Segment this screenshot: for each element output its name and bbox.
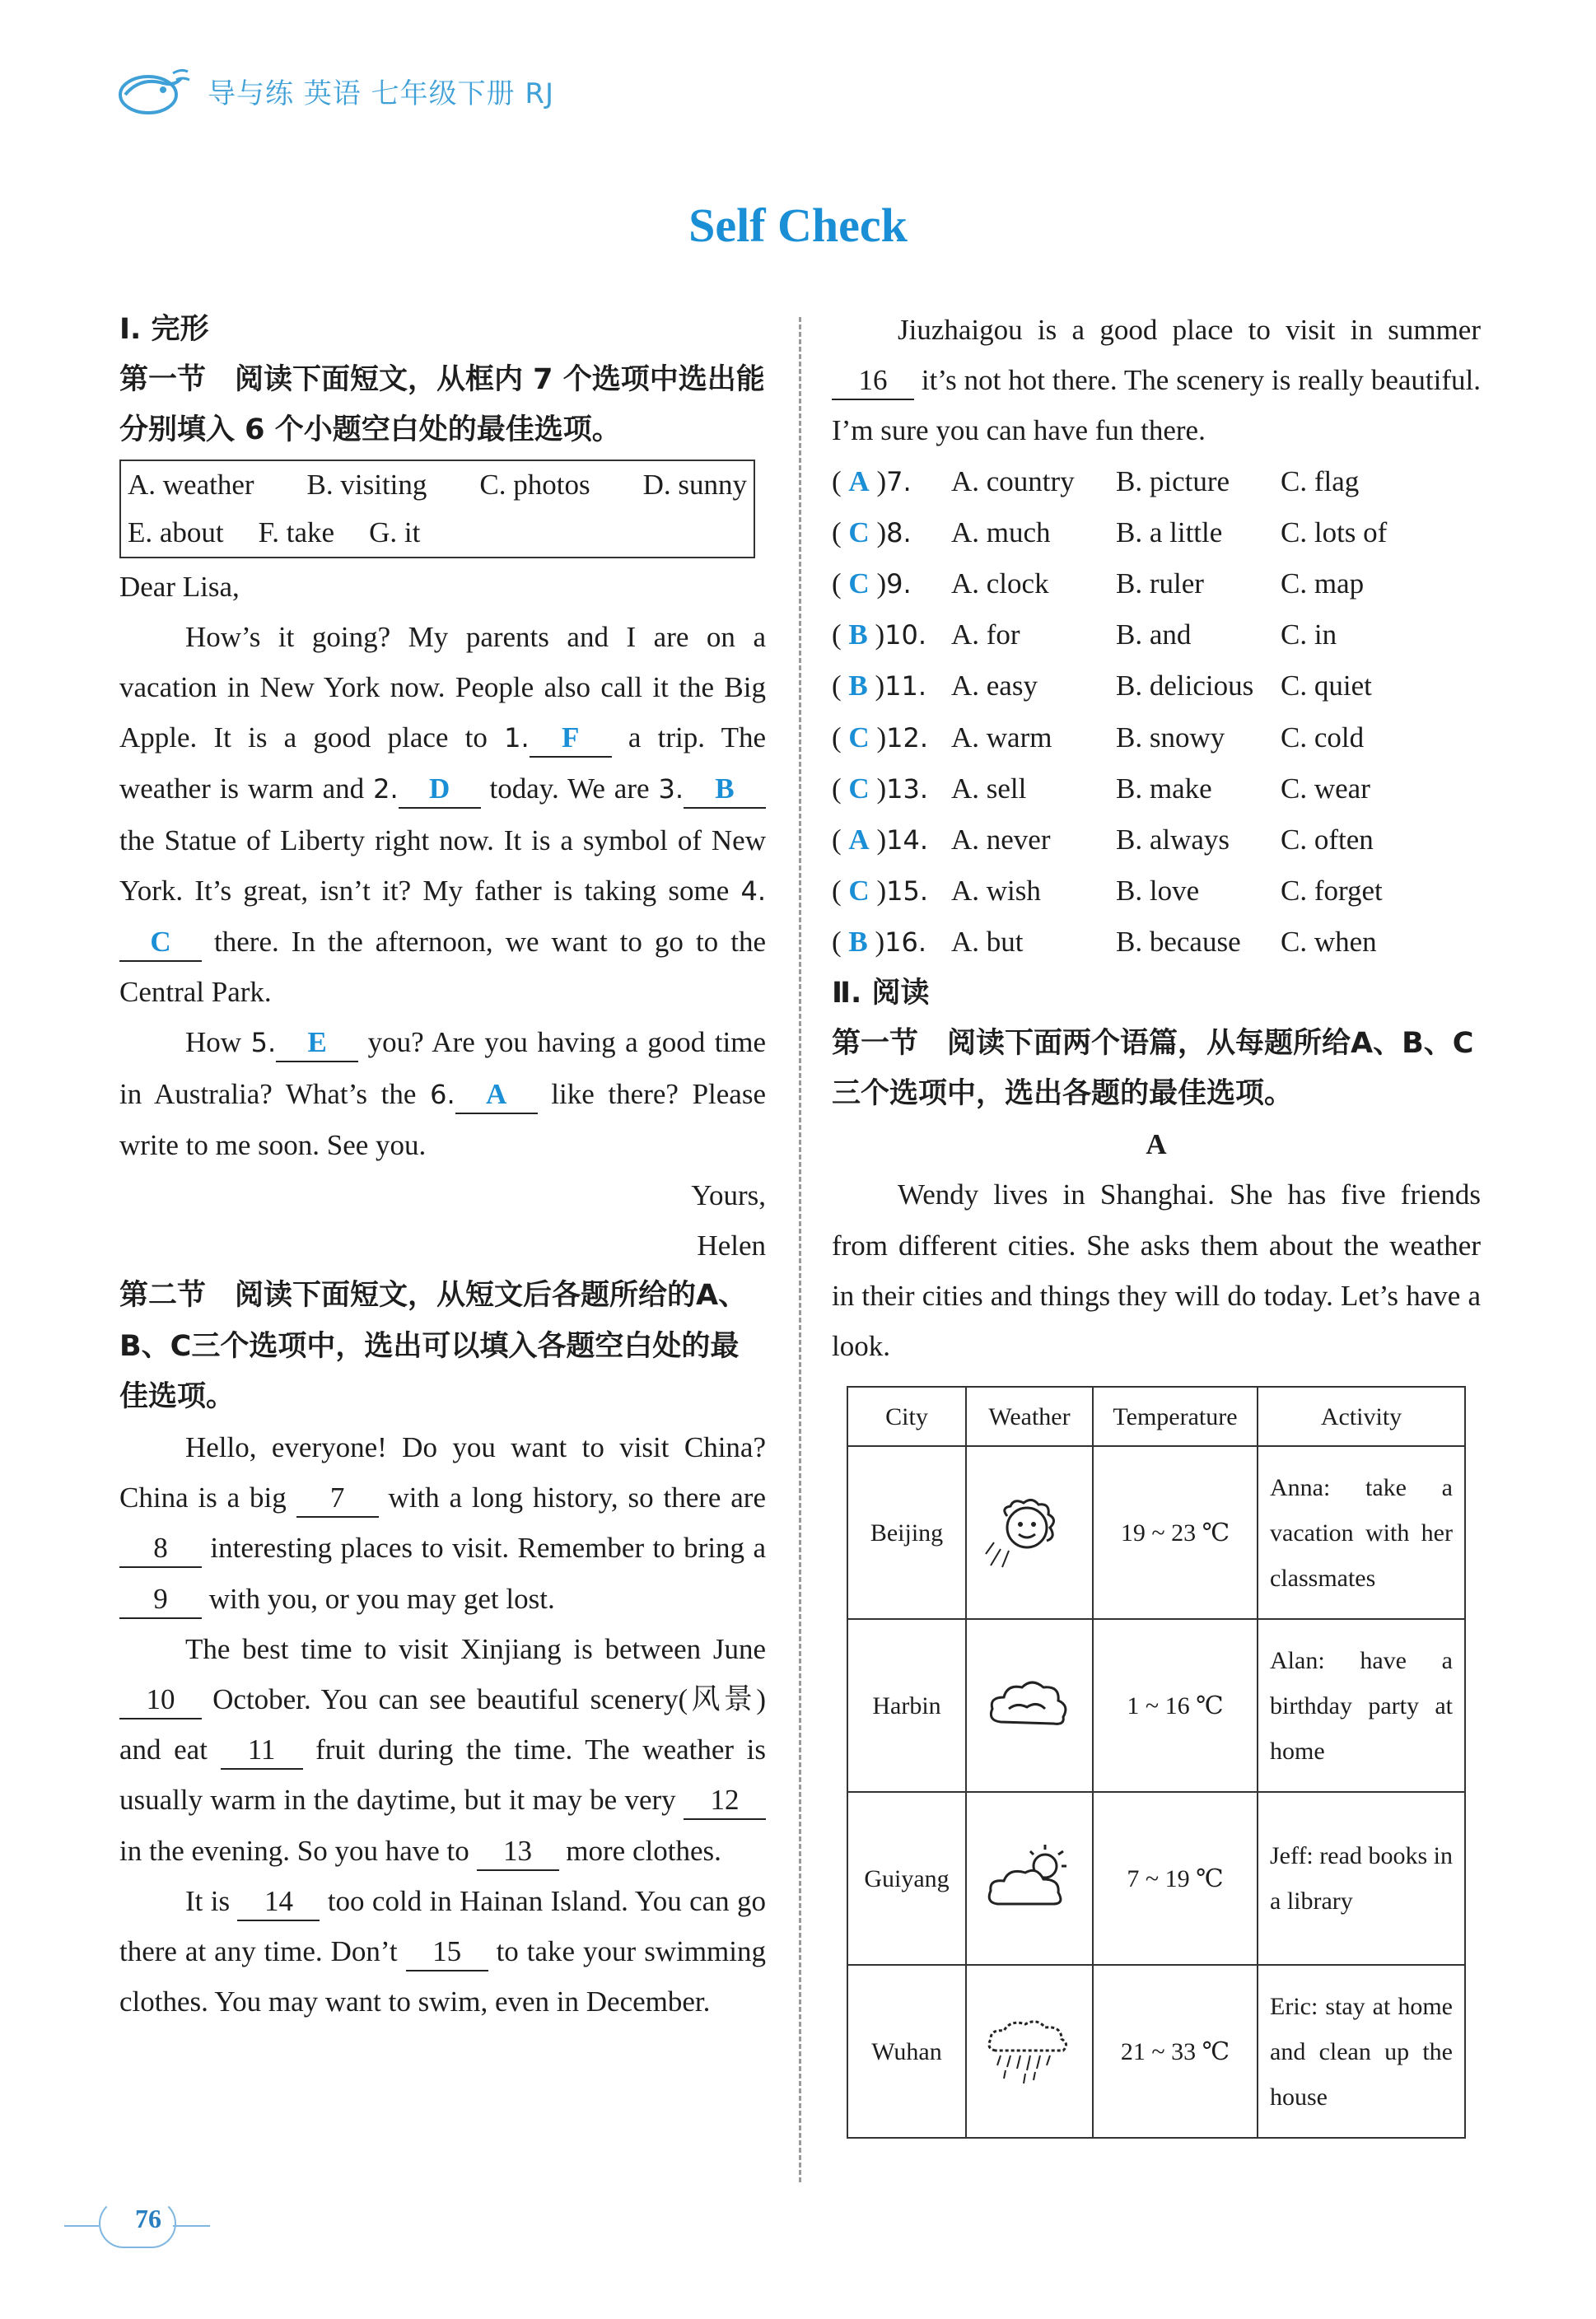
option-b-choice[interactable]: B. and (1116, 618, 1192, 651)
question-row (832, 814, 1481, 866)
cloudy-icon (984, 1673, 1075, 1738)
city-cell: Guiyang (847, 1792, 966, 1965)
activity-cell: Anna: take a vacation with her classmates (1258, 1446, 1465, 1619)
temperature-cell: 19 ~ 23 ℃ (1093, 1446, 1258, 1619)
question-row (832, 917, 1481, 968)
part2-instruction: 第一节 阅读下面两个语篇，从每题所给A、B、C三个选项中，选出各题的最佳选项。 (832, 1026, 1474, 1111)
option-c-choice[interactable]: C. cold (1281, 721, 1365, 754)
temperature-cell: 7 ~ 19 ℃ (1093, 1792, 1258, 1965)
option-c-choice[interactable]: C. forget (1281, 875, 1383, 908)
header-activity: Activity (1258, 1387, 1465, 1446)
blank-7[interactable]: 7 (296, 1480, 379, 1518)
option-f: F. take (258, 516, 335, 548)
city-cell: Wuhan (847, 1965, 966, 2138)
question-row (832, 456, 1481, 507)
option-a-choice[interactable]: A. sell (951, 772, 1027, 805)
question-answer: ( A )7. (832, 464, 912, 497)
blank-13[interactable]: 13 (477, 1833, 559, 1871)
option-b-choice[interactable]: B. picture (1116, 464, 1230, 497)
question-row (832, 609, 1481, 660)
right-column (832, 305, 1481, 2139)
blank-answer-4[interactable]: C (119, 924, 202, 962)
table-row (847, 1792, 1465, 1965)
option-a-choice[interactable]: A. wish (951, 875, 1041, 908)
question-row (832, 660, 1481, 712)
question-row (832, 507, 1481, 558)
question-answer: ( B )16. (832, 926, 927, 959)
question-answer: ( C )9. (832, 567, 912, 600)
letter-paragraph-2: How 5. E you? Are you having a good time in Australia? What’s the 6. A like there? Please write to me soon. See you. (119, 1026, 766, 1161)
weather-cell (966, 1965, 1093, 2138)
sec1-instruction: 第一节 阅读下面短文，从框内 7 个选项中选出能分别填入 6 个小题空白处的最佳选项。 (119, 363, 765, 447)
option-a-choice[interactable]: A. warm (951, 721, 1052, 754)
passage-intro: Wendy lives in Shanghai. She has five friends from different cities. She asks them about the weather in their cities and things they will do today. Let’s have a look. (832, 1178, 1481, 1363)
letter-signature: Helen (697, 1229, 766, 1262)
weather-table (847, 1386, 1466, 2139)
option-c: C. photos (479, 468, 590, 501)
blank-answer-5[interactable]: E (276, 1024, 358, 1062)
option-a-choice[interactable]: A. country (951, 464, 1075, 497)
question-row (832, 558, 1481, 609)
option-b-choice[interactable]: B. always (1116, 824, 1230, 856)
cloze-paragraph-4: Jiuzhaigou is a good place to visit in summer 16 it’s not hot there. The scenery is really beautiful. I’m sure you can have fun there. (832, 314, 1481, 447)
table-header-row (847, 1387, 1465, 1446)
option-b-choice[interactable]: B. love (1116, 875, 1200, 908)
option-c-choice[interactable]: C. flag (1281, 464, 1360, 497)
page-title: Self Check (688, 198, 908, 252)
header-city: City (847, 1387, 966, 1446)
cloze-paragraph-3: It is 14 too cold in Hainan Island. You can go there at any time. Don’t 15 to take your swimming clothes. You may want to swim, even in December. (119, 1884, 766, 2018)
option-b-choice[interactable]: B. ruler (1116, 567, 1204, 600)
activity-cell: Jeff: read books in a library (1258, 1792, 1465, 1965)
blank-15[interactable]: 15 (406, 1934, 488, 1971)
part1-heading: Ⅰ. 完形 (119, 313, 209, 346)
blank-answer-2[interactable]: D (399, 771, 481, 809)
activity-cell: Alan: have a birthday party at home (1258, 1619, 1465, 1792)
column-divider (799, 317, 801, 2182)
question-row (832, 866, 1481, 917)
option-a-choice[interactable]: A. easy (951, 670, 1038, 702)
blank-answer-3[interactable]: B (684, 771, 766, 809)
temperature-cell: 1 ~ 16 ℃ (1093, 1619, 1258, 1792)
weather-cell (966, 1792, 1093, 1965)
blank-answer-6[interactable]: A (455, 1076, 538, 1114)
weather-cell (966, 1446, 1093, 1619)
option-c-choice[interactable]: C. wear (1281, 772, 1370, 805)
passage-label: A (1146, 1128, 1167, 1161)
page-number: 76 (135, 2204, 161, 2233)
activity-cell: Eric: stay at home and clean up the house (1258, 1965, 1465, 2138)
question-row (832, 763, 1481, 814)
question-answer: ( C )12. (832, 721, 928, 754)
windy-sun-icon (984, 1491, 1075, 1574)
blank-12[interactable]: 12 (684, 1782, 766, 1820)
cloze-paragraph-1: Hello, everyone! Do you want to visit China? China is a big 7 with a long history, so there are 8 interesting places to visit. Remember to bring a 9 with you, or you may get lost. (119, 1422, 766, 1624)
option-c-choice[interactable]: C. in (1281, 618, 1337, 651)
option-c-choice[interactable]: C. quiet (1281, 670, 1372, 702)
weather-cell (966, 1619, 1093, 1792)
options-box (119, 460, 755, 558)
blank-14[interactable]: 14 (237, 1883, 320, 1921)
table-row (847, 1619, 1465, 1792)
question-answer: ( C )8. (832, 516, 912, 548)
option-a-choice[interactable]: A. clock (951, 567, 1049, 600)
city-cell: Harbin (847, 1619, 966, 1792)
option-a-choice[interactable]: A. never (951, 824, 1051, 856)
question-answer: ( C )13. (832, 772, 928, 805)
option-a-choice[interactable]: A. much (951, 516, 1051, 548)
header-weather: Weather (966, 1387, 1093, 1446)
option-a: A. weather (128, 468, 254, 501)
blank-9[interactable]: 9 (119, 1581, 202, 1619)
dolphin-logo-icon (115, 62, 191, 119)
question-row (832, 712, 1481, 763)
temperature-cell: 21 ~ 33 ℃ (1093, 1965, 1258, 2138)
book-title: 导与练 英语 七年级下册 RJ (208, 77, 555, 110)
option-a-choice[interactable]: A. but (951, 926, 1024, 959)
letter-closing: Yours, (691, 1179, 766, 1212)
city-cell: Beijing (847, 1446, 966, 1619)
option-b: B. visiting (306, 468, 427, 501)
blank-8[interactable]: 8 (119, 1530, 202, 1568)
partly-cloudy-icon (984, 1841, 1075, 1915)
option-c-choice[interactable]: C. often (1281, 824, 1374, 856)
option-g: G. it (369, 516, 421, 548)
blank-11[interactable]: 11 (221, 1732, 303, 1770)
question-answer: ( B )11. (832, 670, 927, 702)
table-row (847, 1965, 1465, 2138)
option-e: E. about (128, 516, 224, 548)
part2-heading: Ⅱ. 阅读 (832, 976, 930, 1010)
letter-paragraph-1: How’s it going? My parents and I are on a vacation in New York now. People also call it the Big Apple. It is a good place to 1. F a trip. The weather is warm and 2. D today. We are 3. B the Statue of Liberty right now. It is a symbol of New York. It’s great, isn’t it? My father is taking some 4.C there. In the afternoon, we want to go to the Central Park. (119, 620, 766, 1009)
question-answer: ( A )14. (832, 824, 928, 856)
option-b-choice[interactable]: B. make (1116, 772, 1212, 805)
left-column (119, 305, 766, 2027)
cloze-paragraph-2: The best time to visit Xinjiang is between June 10 October. You can see beautiful scenery(风景) and eat 11 fruit during the time. The weather is usually warm in the daytime, but it may be very 12 in the evening. So you have to 13 more clothes. (119, 1624, 766, 1876)
option-a-choice[interactable]: A. for (951, 618, 1020, 651)
question-answer: ( C )15. (832, 875, 928, 908)
sec2-instruction: 第二节 阅读下面短文，从短文后各题所给的A、B、C三个选项中，选出可以填入各题空白处的最佳选项。 (119, 1279, 748, 1413)
page-header (115, 58, 554, 124)
option-d: D. sunny (642, 468, 747, 501)
multiple-choice-list (832, 456, 1481, 968)
rain-icon (984, 2014, 1075, 2088)
blank-answer-1[interactable]: F (530, 720, 612, 758)
option-c-choice[interactable]: C. map (1281, 567, 1365, 600)
option-c-choice[interactable]: C. lots of (1281, 516, 1388, 548)
header-temperature: Temperature (1093, 1387, 1258, 1446)
question-answer: ( B )10. (832, 618, 927, 651)
table-row (847, 1446, 1465, 1619)
option-b-choice[interactable]: B. delicious (1116, 670, 1254, 702)
option-b-choice[interactable]: B. snowy (1116, 721, 1225, 754)
blank-16[interactable]: 16 (832, 362, 914, 400)
option-c-choice[interactable]: C. when (1281, 926, 1377, 959)
option-b-choice[interactable]: B. because (1116, 926, 1241, 959)
blank-10[interactable]: 10 (119, 1682, 202, 1719)
letter-greeting: Dear Lisa, (119, 570, 240, 603)
option-b-choice[interactable]: B. a little (1116, 516, 1223, 548)
